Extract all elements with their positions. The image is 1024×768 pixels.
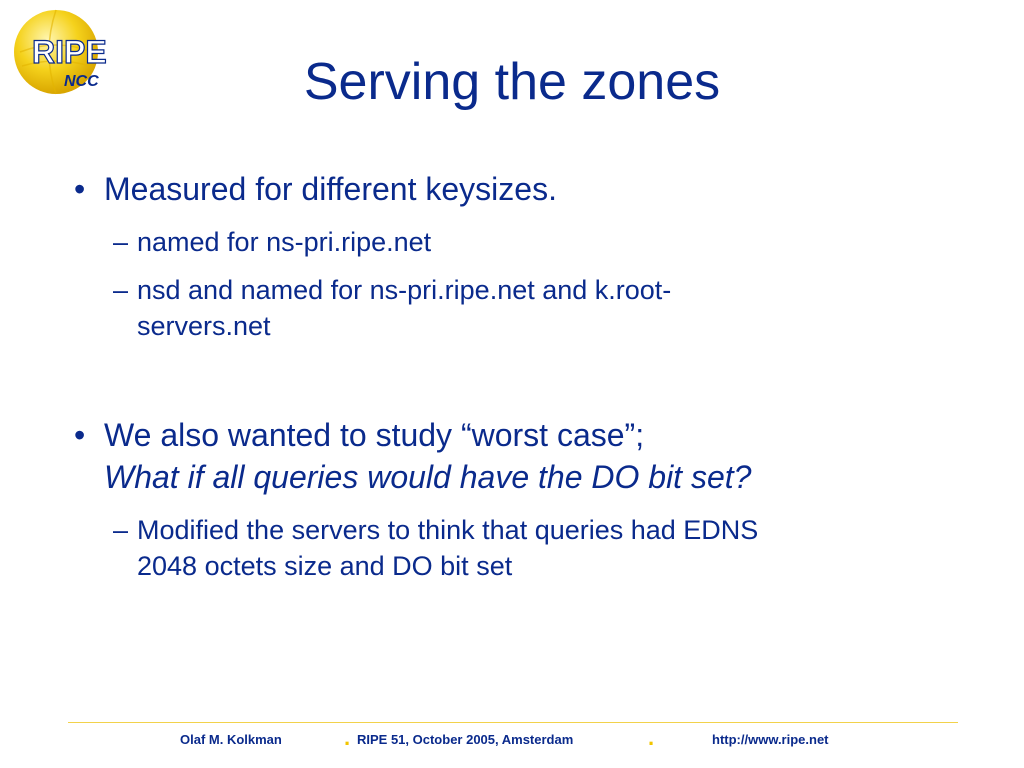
bullet-2	[74, 414, 752, 498]
sub-bullet-1-2	[113, 272, 672, 344]
slide-title: Serving the zones	[303, 53, 721, 111]
sub-bullet-2-1-text: Modified the servers to think that queries had EDNS	[137, 515, 759, 545]
bullet-1-text: Measured for different keysizes.	[104, 171, 557, 207]
footer-divider	[68, 722, 958, 723]
sub-bullet-2-1-text-cont: 2048 octets size and DO bit set	[137, 551, 513, 581]
bullet-2-text: We also wanted to study “worst case”;	[104, 417, 645, 453]
footer-url[interactable]: http://www.ripe.net	[712, 732, 829, 747]
sub-bullet-1-1-text: named for ns-pri.ripe.net	[137, 227, 432, 257]
logo-text-ripe: RIPE	[32, 34, 107, 70]
sub-bullet-1-1	[113, 224, 432, 260]
sub-bullet-mark: –	[113, 515, 129, 545]
footer-separator-dot: .	[344, 725, 351, 750]
footer-separator-dot: .	[648, 725, 655, 750]
bullet-mark: •	[74, 417, 86, 453]
sub-bullet-1-2-text-cont: servers.net	[137, 311, 271, 341]
bullet-1	[74, 168, 557, 210]
sub-bullet-mark: –	[113, 275, 129, 305]
bullet-mark: •	[74, 171, 86, 207]
sub-bullet-mark: –	[113, 227, 129, 257]
footer-author: Olaf M. Kolkman	[180, 732, 282, 747]
bullet-2-italic-text: What if all queries would have the DO bit set?	[104, 459, 752, 495]
sub-bullet-2-1	[113, 512, 759, 584]
footer-event: RIPE 51, October 2005, Amsterdam	[357, 732, 574, 747]
sub-bullet-1-2-text: nsd and named for ns-pri.ripe.net and k.root-	[137, 275, 672, 305]
logo-text-ncc: NCC	[64, 73, 99, 90]
